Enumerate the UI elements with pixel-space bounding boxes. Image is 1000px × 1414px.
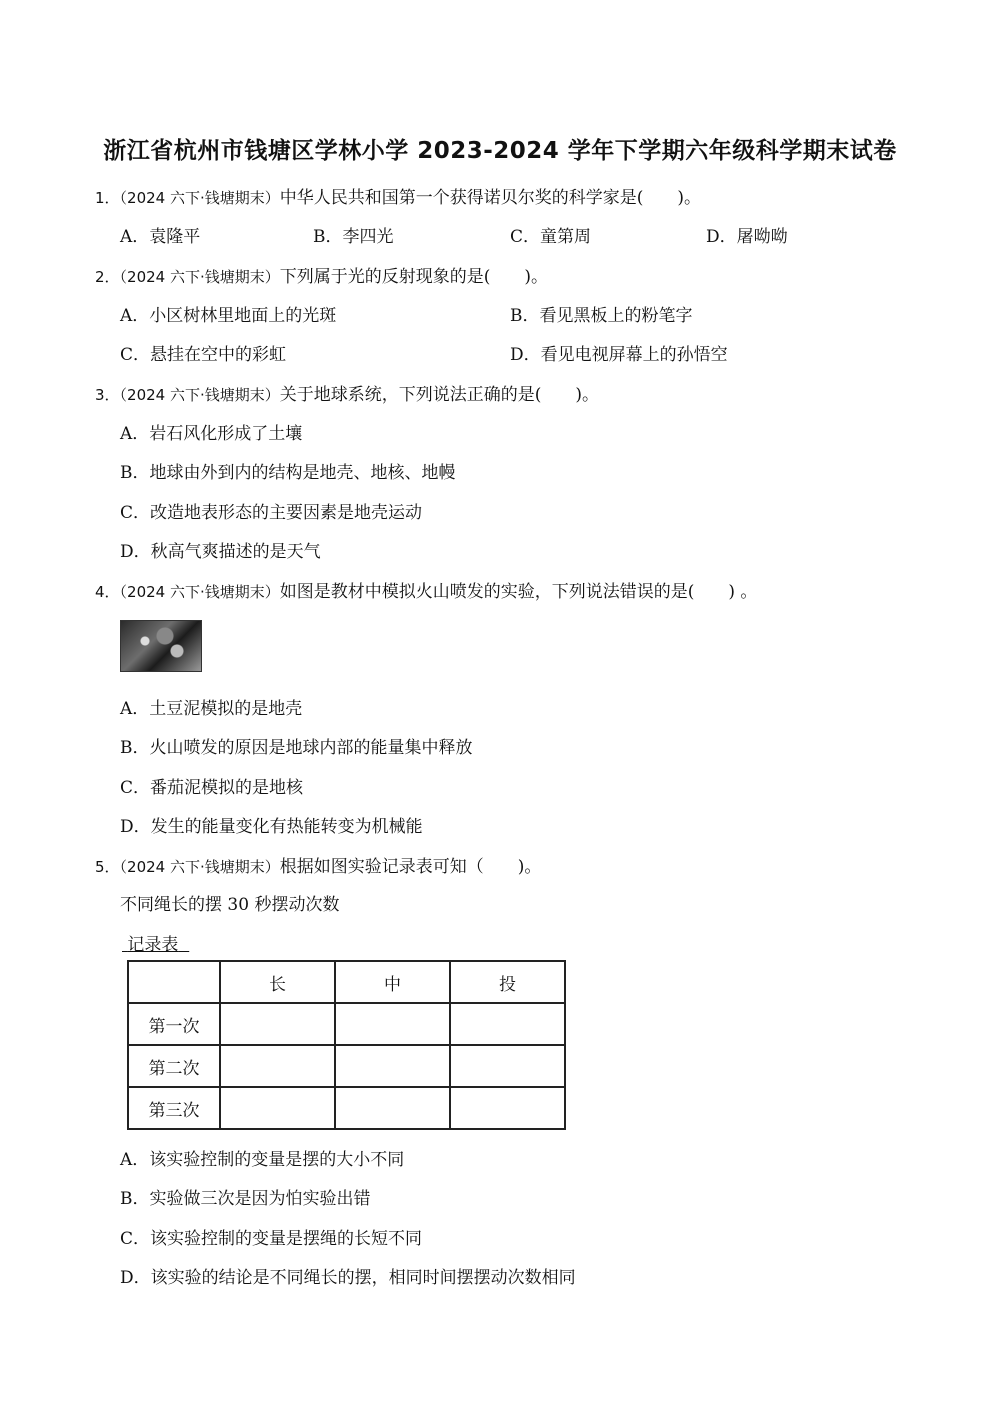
option-a: A．土豆泥模拟的是地壳 bbox=[120, 699, 303, 719]
table-cell bbox=[450, 1087, 565, 1129]
table-row bbox=[128, 1045, 565, 1087]
option-d: D．屠呦呦 bbox=[706, 227, 788, 247]
option-d: D．该实验的结论是不同绳长的摆，相同时间摆摆动次数相同 bbox=[120, 1268, 576, 1288]
question-source: （2024 六下·钱塘期末） bbox=[119, 386, 280, 404]
table-cell bbox=[335, 1003, 450, 1045]
option-d: D．看见电视屏幕上的孙悟空 bbox=[510, 345, 728, 365]
question-stem: 如图是教材中模拟火山喷发的实验，下列说法错误的是( ) 。 bbox=[279, 582, 758, 602]
table-subtitle: 不同绳长的摆 30 秒摆动次数 bbox=[120, 895, 340, 915]
option-d: D．秋高气爽描述的是天气 bbox=[120, 542, 321, 562]
table-cell bbox=[220, 1087, 335, 1129]
question-5 bbox=[95, 852, 541, 877]
row-label: 第二次 bbox=[128, 1045, 220, 1087]
table-header-cell: 中 bbox=[335, 961, 450, 1003]
row-label: 第一次 bbox=[128, 1003, 220, 1045]
table-row bbox=[128, 1087, 565, 1129]
table-cell bbox=[450, 1045, 565, 1087]
option-b: B．实验做三次是因为怕实验出错 bbox=[120, 1189, 371, 1209]
option-c: C．童第周 bbox=[510, 227, 592, 247]
table-cell bbox=[335, 1045, 450, 1087]
page-title: 浙江省杭州市钱塘区学林小学 2023-2024 学年下学期六年级科学期末试卷 bbox=[103, 138, 897, 164]
option-c: C．番茄泥模拟的是地核 bbox=[120, 778, 304, 798]
question-number: 5． bbox=[95, 858, 120, 876]
option-d: D．发生的能量变化有热能转变为机械能 bbox=[120, 817, 423, 837]
table-header-cell: 长 bbox=[220, 961, 335, 1003]
question-source: （2024 六下·钱塘期末） bbox=[119, 858, 280, 876]
question-number: 2． bbox=[95, 268, 120, 286]
option-a: A．岩石风化形成了土壤 bbox=[120, 424, 303, 444]
question-3 bbox=[95, 380, 599, 405]
question-1 bbox=[95, 183, 701, 208]
option-c: C．该实验控制的变量是摆绳的长短不同 bbox=[120, 1229, 423, 1249]
row-label: 第三次 bbox=[128, 1087, 220, 1129]
option-c: C．悬挂在空中的彩虹 bbox=[120, 345, 287, 365]
table-cell bbox=[335, 1087, 450, 1129]
question-stem: 关于地球系统，下列说法正确的是( )。 bbox=[279, 385, 600, 405]
question-2 bbox=[95, 262, 548, 287]
option-b: B．地球由外到内的结构是地壳、地核、地幔 bbox=[120, 463, 456, 483]
table-row bbox=[128, 1003, 565, 1045]
option-a: A．该实验控制的变量是摆的大小不同 bbox=[120, 1150, 405, 1170]
table-caption-text: 记录表 bbox=[127, 935, 179, 955]
question-source: （2024 六下·钱塘期末） bbox=[119, 268, 280, 286]
question-source: （2024 六下·钱塘期末） bbox=[119, 189, 280, 207]
option-c: C．改造地表形态的主要因素是地壳运动 bbox=[120, 503, 423, 523]
question-stem: 根据如图实验记录表可知（ )。 bbox=[279, 857, 542, 877]
question-source: （2024 六下·钱塘期末） bbox=[119, 583, 280, 601]
table-header-cell: 投 bbox=[450, 961, 565, 1003]
option-b: B．李四光 bbox=[313, 227, 394, 247]
table-header-cell bbox=[128, 961, 220, 1003]
table-cell bbox=[220, 1003, 335, 1045]
option-b: B．火山喷发的原因是地球内部的能量集中释放 bbox=[120, 738, 473, 758]
question-4 bbox=[95, 577, 757, 602]
question-stem: 中华人民共和国第一个获得诺贝尔奖的科学家是( )。 bbox=[279, 188, 702, 208]
question-number: 3． bbox=[95, 386, 120, 404]
question-number: 1． bbox=[95, 189, 120, 207]
option-a: A．袁隆平 bbox=[120, 227, 201, 247]
table-caption bbox=[122, 930, 189, 955]
question-number: 4． bbox=[95, 583, 120, 601]
table-cell bbox=[450, 1003, 565, 1045]
volcano-experiment-image bbox=[120, 620, 202, 672]
table-cell bbox=[220, 1045, 335, 1087]
table-header-row bbox=[128, 961, 565, 1003]
option-a: A．小区树林里地面上的光斑 bbox=[120, 306, 337, 326]
record-table bbox=[127, 960, 566, 1130]
question-stem: 下列属于光的反射现象的是( )。 bbox=[279, 267, 549, 287]
option-b: B．看见黑板上的粉笔字 bbox=[510, 306, 693, 326]
